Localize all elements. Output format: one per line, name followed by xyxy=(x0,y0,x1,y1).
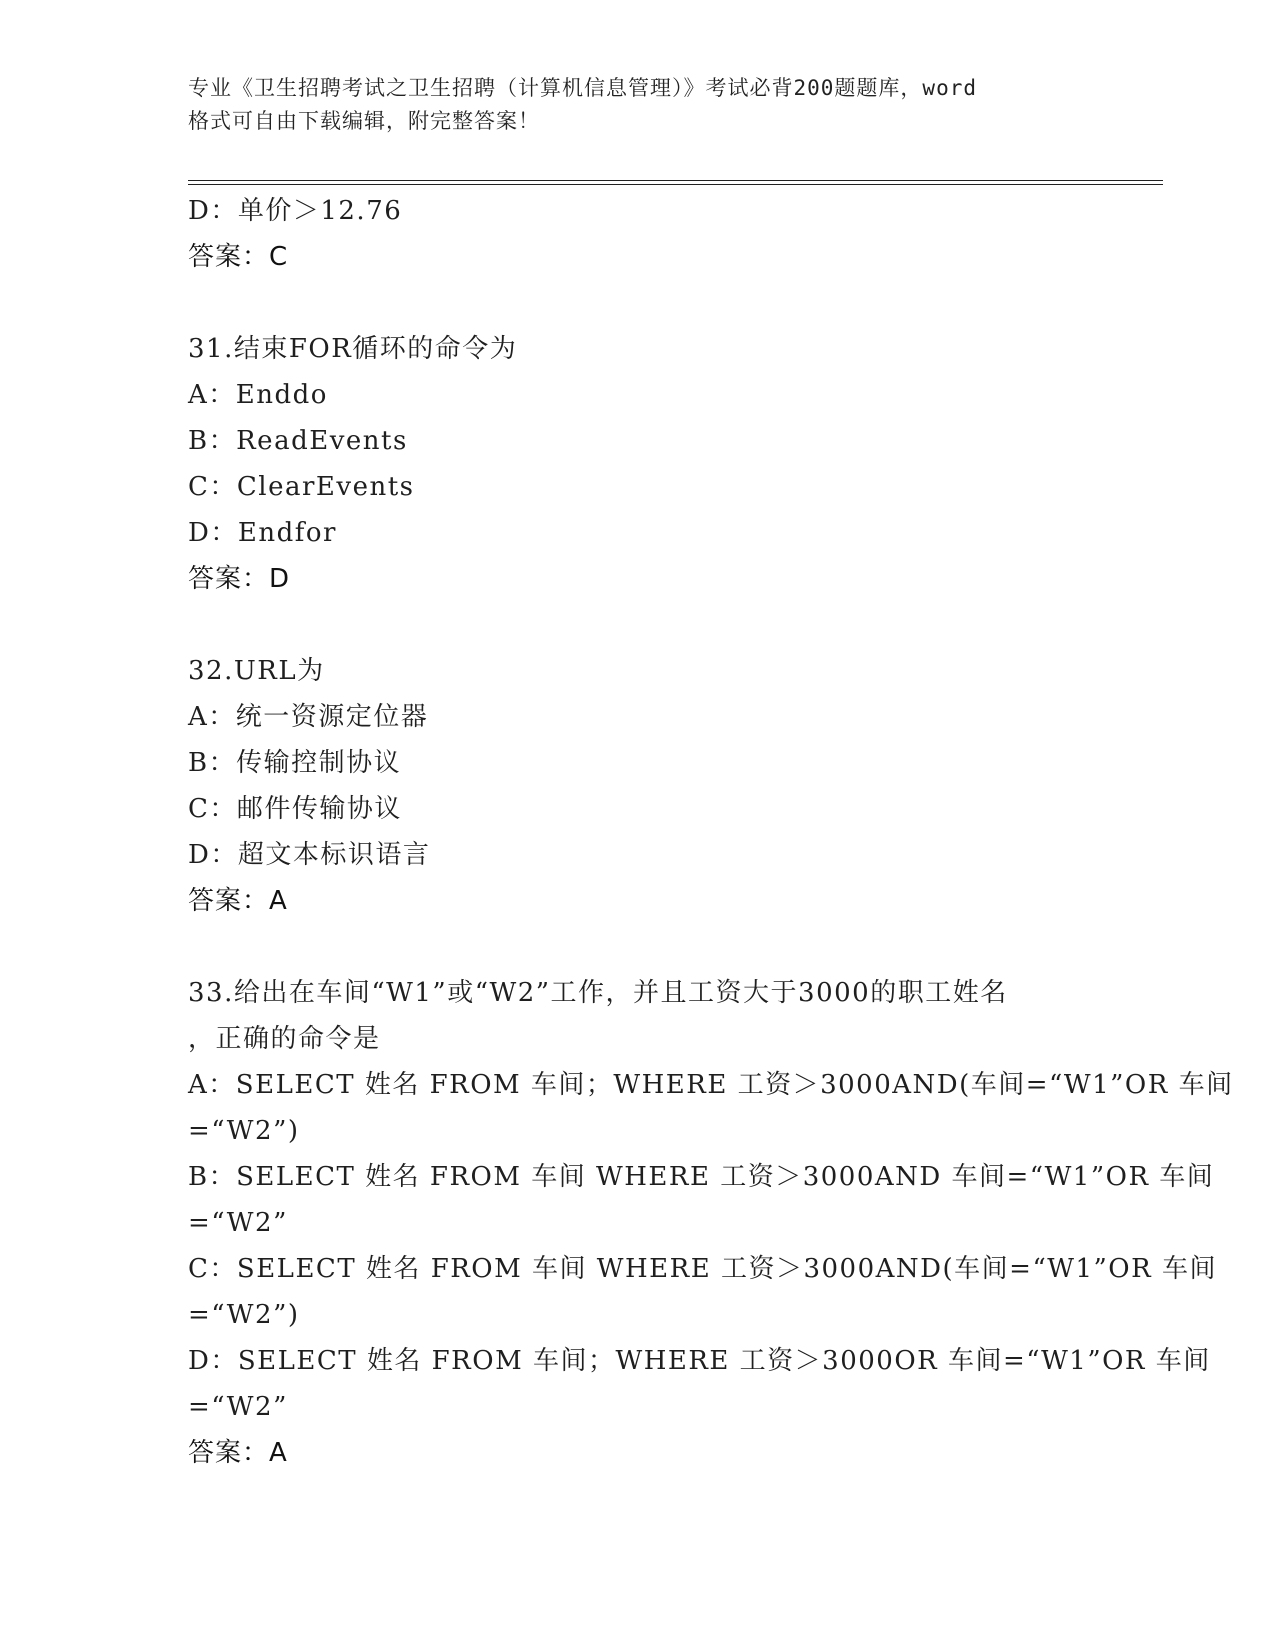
option-a-line-1: A：SELECT 姓名 FROM 车间；WHERE 工资＞3000AND(车间=“W1”OR 车间 xyxy=(188,1070,1234,1100)
question-33 xyxy=(188,970,1234,1476)
option-c-line-2: =“W2”) xyxy=(188,1300,300,1330)
option-a: A：统一资源定位器 xyxy=(188,702,429,732)
option-b: B：ReadEvents xyxy=(188,426,408,456)
prev-answer: 答案：C xyxy=(188,242,289,272)
header-title-line-1: 专业《卫生招聘考试之卫生招聘（计算机信息管理）》考试必背200题题库，word xyxy=(188,76,977,100)
question-stem: 31.结束FOR循环的命令为 xyxy=(188,334,518,364)
option-a: A：Enddo xyxy=(188,380,328,410)
header-title-line-2: 格式可自由下载编辑，附完整答案！ xyxy=(188,109,540,133)
document-header xyxy=(188,72,1088,138)
spacer xyxy=(188,924,1163,970)
question-stem-line-1: 33.给出在车间“W1”或“W2”工作，并且工资大于3000的职工姓名 xyxy=(188,978,1008,1008)
document-page xyxy=(188,72,1234,1468)
option-c-line-1: C：SELECT 姓名 FROM 车间 WHERE 工资＞3000AND(车间=“W1”OR 车间 xyxy=(188,1254,1217,1284)
option-d-line-1: D：SELECT 姓名 FROM 车间；WHERE 工资＞3000OR 车间=“W1”OR 车间 xyxy=(188,1346,1211,1376)
prev-option-d: D：单价＞12.76 xyxy=(188,196,403,226)
option-b-line-2: =“W2” xyxy=(188,1208,288,1238)
question-32 xyxy=(188,648,1163,924)
option-a-line-2: =“W2”) xyxy=(188,1116,300,1146)
spacer xyxy=(188,602,1163,648)
option-b: B：传输控制协议 xyxy=(188,748,402,778)
question-31 xyxy=(188,326,1163,602)
option-d: D：超文本标识语言 xyxy=(188,840,431,870)
question-stem: 32.URL为 xyxy=(188,656,325,686)
option-b-line-1: B：SELECT 姓名 FROM 车间 WHERE 工资＞3000AND 车间=“W1”OR 车间 xyxy=(188,1162,1215,1192)
option-d: D：Endfor xyxy=(188,518,337,548)
answer: 答案：D xyxy=(188,564,291,594)
option-d-line-2: =“W2” xyxy=(188,1392,288,1422)
option-c: C：邮件传输协议 xyxy=(188,794,402,824)
option-c: C：ClearEvents xyxy=(188,472,415,502)
answer: 答案：A xyxy=(188,1438,288,1468)
question-stem-line-2: ，正确的命令是 xyxy=(188,1024,381,1054)
header-double-rule xyxy=(188,180,1163,185)
document-body xyxy=(188,188,1234,1476)
spacer xyxy=(188,280,1163,326)
answer: 答案：A xyxy=(188,886,288,916)
